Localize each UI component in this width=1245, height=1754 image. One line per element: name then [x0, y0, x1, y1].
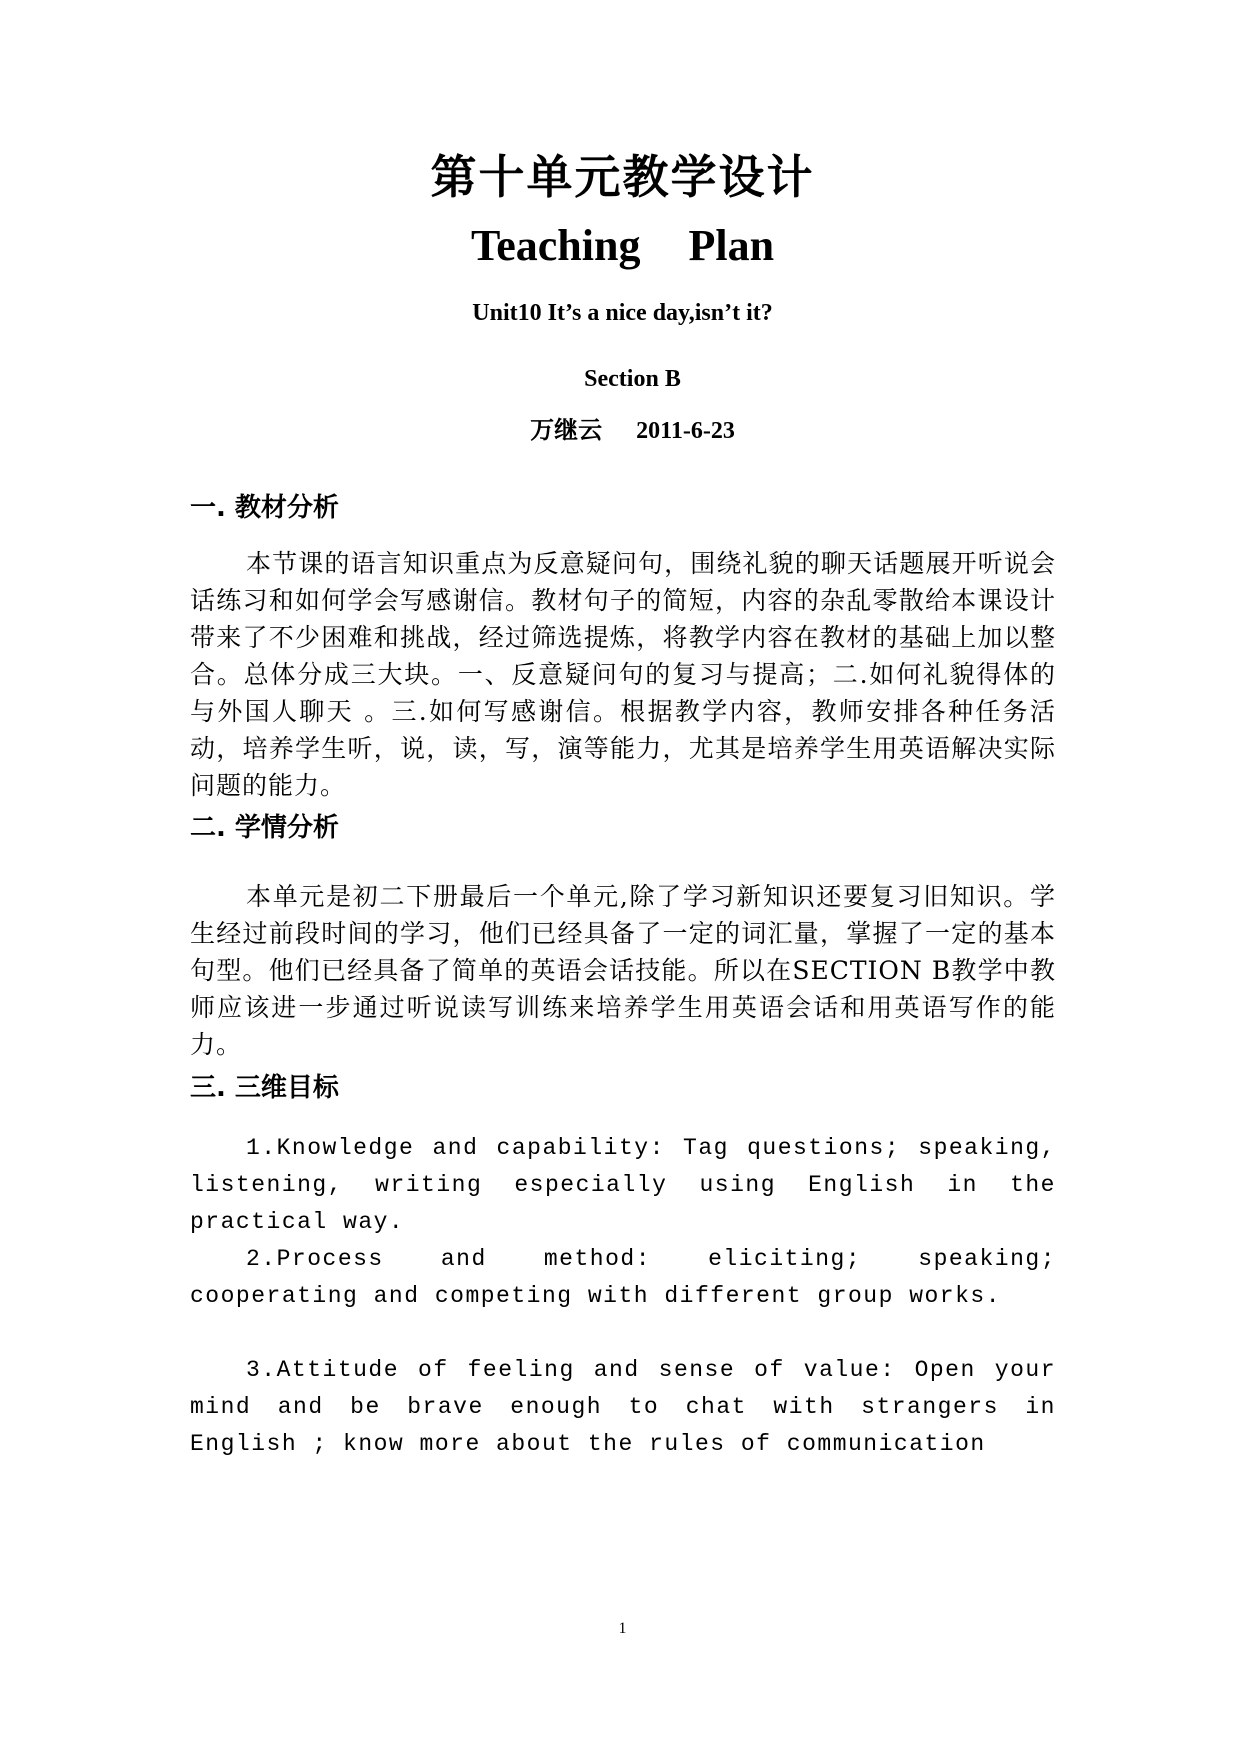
section-label: Section B	[584, 366, 681, 392]
title-word-plan: Plan	[688, 221, 775, 270]
page-number: 1	[618, 1620, 627, 1637]
paragraph-learner-analysis: 本单元是初二下册最后一个单元,除了学习新知识还要复习旧知识。学生经过前段时间的学习，他们已经具备了一定的词汇量，掌握了一定的基本句型。他们已经具备了简单的英语会话技能。所以在SECTION B教学中教师应该进一步通过听说读写训练来培养学生用英语会话和用英语写作的能力。	[190, 882, 1056, 1059]
author-line	[0, 414, 1245, 448]
document-title-english	[0, 218, 1245, 274]
author-name: 万继云	[530, 418, 603, 444]
document-date: 2011-6-23	[636, 418, 735, 444]
section-heading-learner-analysis: 二. 学情分析	[190, 813, 339, 843]
title-word-teaching: Teaching	[470, 221, 641, 270]
document-title-chinese: 第十单元教学设计	[430, 152, 815, 203]
section-heading-three-dimensional-goals: 三. 三维目标	[190, 1073, 339, 1103]
section-heading-material-analysis: 一. 教材分析	[190, 493, 339, 523]
paragraph-material-analysis: 本节课的语言知识重点为反意疑问句，围绕礼貌的聊天话题展开听说会话练习和如何学会写感谢信。教材句子的简短，内容的杂乱零散给本课设计带来了不少困难和挑战，经过筛选提炼，将教学内容在教材的基础上加以整合。总体分成三大块。一、反意疑问句的复习与提高；二.如何礼貌得体的与外国人聊天 。三.如何写感谢信。根据教学内容，教师安排各种任务活动，培养学生听，说，读，写，演等能力，尤其是培养学生用英语解决实际问题的能力。	[190, 549, 1056, 800]
unit-title: Unit10 It’s a nice day,isn’t it?	[472, 300, 773, 326]
goal-process-method: 2.Process and method: eliciting; speaking; cooperating and competing with different group works.	[190, 1246, 1056, 1309]
goal-knowledge-capability: 1.Knowledge and capability: Tag questions; speaking, listening, writing especially using English in the practical way.	[190, 1135, 1056, 1235]
goal-attitude-value: 3.Attitude of feeling and sense of value: Open your mind and be brave enough to chat with strangers in English ; know more about the rules of communication	[190, 1357, 1056, 1457]
